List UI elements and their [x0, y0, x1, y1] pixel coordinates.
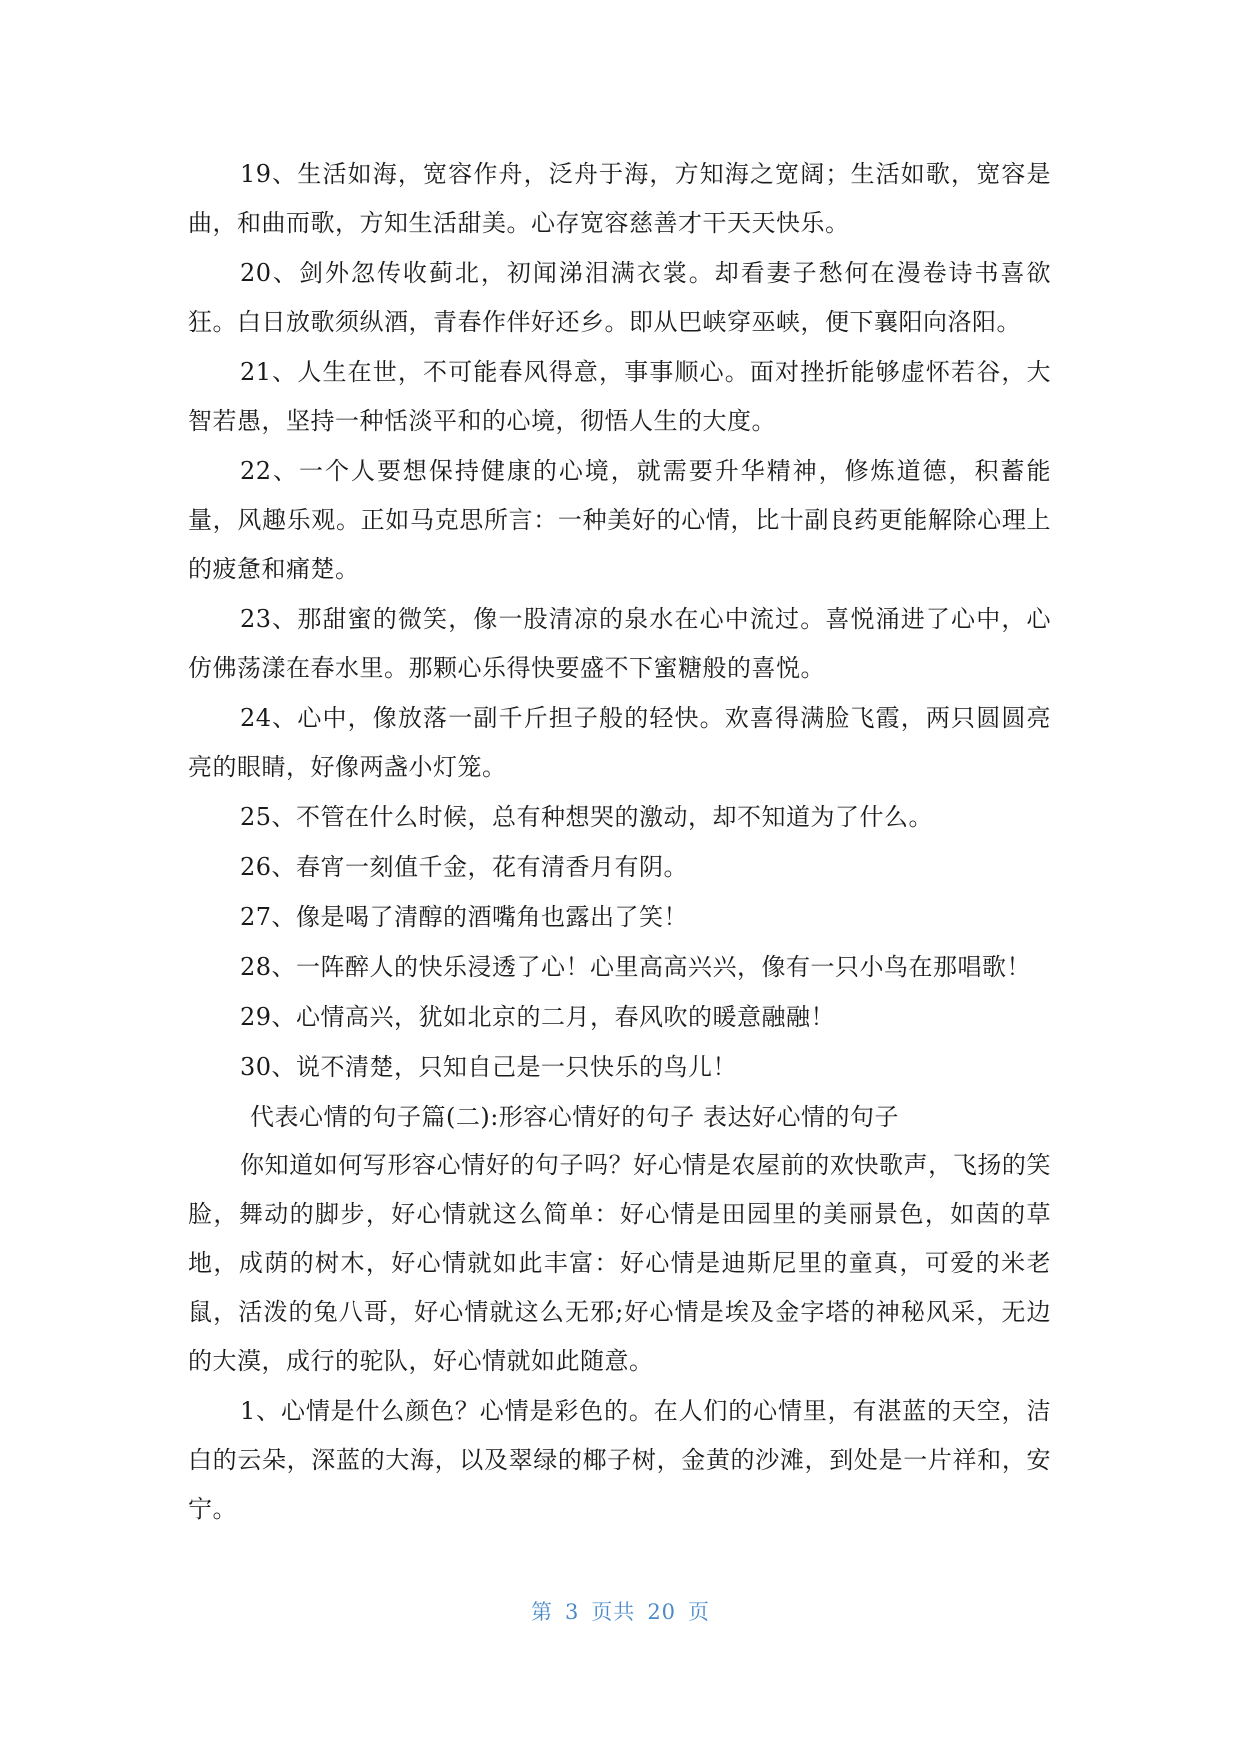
paragraph-1: 1、心情是什么颜色？心情是彩色的。在人们的心情里，有湛蓝的天空，洁白的云朵，深蓝的大海，以及翠绿的椰子树，金黄的沙滩，到处是一片祥和，安宁。: [188, 1397, 1051, 1523]
section-heading: 代表心情的句子篇(二):形容心情好的句子 表达好心情的句子: [250, 1103, 899, 1131]
paragraph-28: 28、一阵醉人的快乐浸透了心！心里高高兴兴，像有一只小鸟在那唱歌！: [240, 953, 1032, 981]
footer-total-pages: 20: [647, 1600, 677, 1624]
paragraph-20: 20、剑外忽传收蓟北，初闻涕泪满衣裳。却看妻子愁何在漫卷诗书喜欲狂。白日放歌须纵酒，青春作伴好还乡。即从巴峡穿巫峡，便下襄阳向洛阳。: [188, 259, 1051, 336]
paragraph-21: 21、人生在世，不可能春风得意，事事顺心。面对挫折能够虚怀若谷，大智若愚，坚持一种恬淡平和的心境，彻悟人生的大度。: [188, 358, 1051, 435]
paragraph-29: 29、心情高兴，犹如北京的二月，春风吹的暖意融融！: [240, 1003, 836, 1031]
paragraph-19: 19、生活如海，宽容作舟，泛舟于海，方知海之宽阔；生活如歌，宽容是曲，和曲而歌，方知生活甜美。心存宽容慈善才干天天快乐。: [188, 160, 1051, 237]
document-body: [188, 150, 1051, 1535]
footer-page-number: 3: [564, 1600, 580, 1624]
paragraph-24: 24、心中，像放落一副千斤担子般的轻快。欢喜得满脸飞霞，两只圆圆亮亮的眼睛，好像两盏小灯笼。: [188, 704, 1051, 781]
paragraph-27: 27、像是喝了清醇的酒嘴角也露出了笑！: [240, 903, 689, 931]
footer-di: 第: [530, 1600, 553, 1624]
paragraph-intro: 你知道如何写形容心情好的句子吗？好心情是农屋前的欢快歌声，飞扬的笑脸，舞动的脚步，好心情就这么简单：好心情是田园里的美丽景色，如茵的草地，成荫的树木，好心情就如此丰富：好心情是迪斯尼里的童真，可爱的米老鼠，活泼的兔八哥，好心情就这么无邪;好心情是埃及金字塔的神秘风采，无边的大漠，成行的驼队，好心情就如此随意。: [188, 1151, 1051, 1375]
paragraph-25: 25、不管在什么时候，总有种想哭的激动，却不知道为了什么。: [240, 803, 934, 831]
page-footer: [0, 1596, 1241, 1626]
footer-ye: 页: [688, 1600, 711, 1624]
footer-ye-gong: 页共: [591, 1600, 636, 1624]
paragraph-30: 30、说不清楚，只知自己是一只快乐的鸟儿！: [240, 1053, 738, 1081]
paragraph-23: 23、那甜蜜的微笑，像一股清凉的泉水在心中流过。喜悦涌进了心中，心仿佛荡漾在春水里。那颗心乐得快要盛不下蜜糖般的喜悦。: [188, 605, 1051, 682]
paragraph-26: 26、春宵一刻值千金，花有清香月有阴。: [240, 853, 689, 881]
paragraph-22: 22、一个人要想保持健康的心境，就需要升华精神，修炼道德，积蓄能量，风趣乐观。正如马克思所言：一种美好的心情，比十副良药更能解除心理上的疲惫和痛楚。: [188, 457, 1051, 583]
